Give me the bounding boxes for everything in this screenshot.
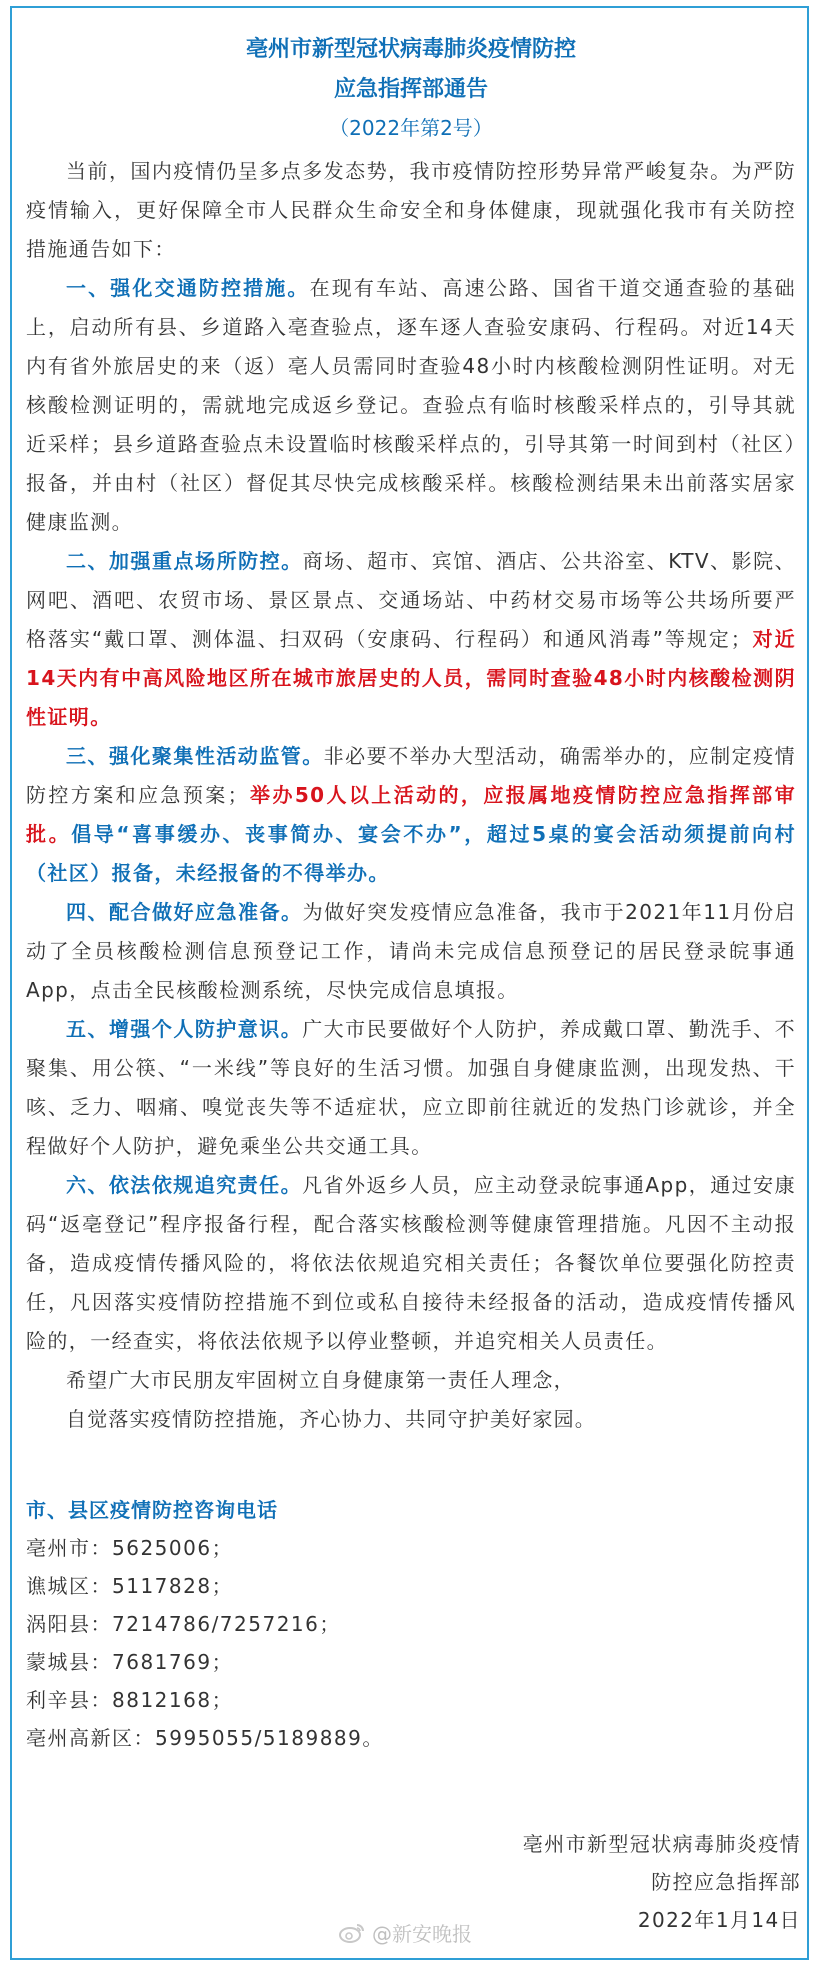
section-4-text: 为做好突发疫情应急准备，我市于2021年11月份启动了全员核酸检测信息预登记工作，请尚未完成信息预登记的居民登录皖事通App，点击全民核酸检测系统，尽快完成信息填报。: [26, 900, 796, 1002]
contact-bozhou: 亳州市：5625006；: [26, 1536, 234, 1560]
signature-date: 2022年1月14日: [637, 1908, 801, 1932]
section-3-text: 非必要不举办大型活动，确需举办的，应制定疫情防控方案和应急预案；: [26, 744, 796, 807]
closing-line-2: 自觉落实疫情防控措施，齐心协力、共同守护美好家园。: [66, 1407, 596, 1431]
weibo-icon: [338, 1922, 366, 1944]
section-2-heading: 二、加强重点场所防控。: [66, 549, 303, 573]
signature-line2: 防控应急指挥部: [651, 1870, 801, 1894]
notice-title-line2: 应急指挥部通告: [333, 77, 488, 102]
section-5-text: 广大市民要做好个人防护，养成戴口罩、勤洗手、不聚集、用公筷、“一米线”等良好的生活习惯。加强自身健康监测，出现发热、干咳、乏力、咽痛、嗅觉丧失等不适症状，应立即前往就近的发热门诊就诊，并全程做好个人防护，避免乘坐公共交通工具。: [26, 1017, 796, 1158]
section-3: [26, 737, 796, 893]
section-1: [26, 269, 796, 542]
intro-paragraph: 当前，国内疫情仍呈多点多发态势，我市疫情防控形势异常严峻复杂。为严防疫情输入，更好保障全市人民群众生命安全和身体健康，现就强化我市有关防控措施通告如下：: [26, 159, 796, 261]
contact-high-tech-zone: 亳州高新区：5995055/5189889。: [26, 1726, 384, 1750]
contact-qiaocheng: 谯城区：5117828；: [26, 1574, 234, 1598]
watermark-text: @新安晚报: [372, 1922, 472, 1946]
document-number: （2022年第2号）: [329, 116, 493, 140]
section-3-highlight2: 倡导“喜事缓办、丧事简办、宴会不办”，超过5桌的宴会活动须提前向村（社区）报备，未经报备的不得举办。: [26, 822, 796, 885]
section-6-text: 凡省外返乡人员，应主动登录皖事通App，通过安康码“返亳登记”程序报备行程，配合落实核酸检测等健康管理措施。凡因不主动报备，造成疫情传播风险的，将依法依规追究相关责任；各餐饮单位要强化防控责任，凡因落实疫情防控措施不到位或私自接待未经报备的活动，造成疫情传播风险的，一经查实，将依法依规予以停业整顿，并追究相关人员责任。: [26, 1173, 796, 1353]
section-6: [26, 1166, 796, 1361]
contact-guoyang: 涡阳县：7214786/7257216；: [26, 1612, 341, 1636]
section-5-heading: 五、增强个人防护意识。: [66, 1017, 303, 1041]
section-3-highlight: 举办50人以上活动的，应报属地疫情防控应急指挥部审批。: [26, 783, 796, 846]
section-4: [26, 893, 796, 1010]
signature-line1: 亳州市新型冠状病毒肺炎疫情: [522, 1832, 801, 1856]
section-6-heading: 六、依法依规追究责任。: [66, 1173, 303, 1197]
contact-mengcheng: 蒙城县：7681769；: [26, 1650, 234, 1674]
contact-list: [26, 1491, 796, 1757]
contact-lixin: 利辛县：8812168；: [26, 1688, 234, 1712]
section-3-heading: 三、强化聚集性活动监管。: [66, 744, 324, 768]
signature-block: [523, 1825, 801, 1939]
notice-content: [26, 30, 796, 1757]
section-5: [26, 1010, 796, 1166]
notice-title-line1: 亳州市新型冠状病毒肺炎疫情防控: [245, 37, 576, 62]
section-2: [26, 542, 796, 737]
section-1-text: 在现有车站、高速公路、国省干道交通查验的基础上，启动所有县、乡道路入亳查验点，逐车逐人查验安康码、行程码。对近14天内有省外旅居史的来（返）亳人员需同时查验48小时内核酸检测阴性证明。对无核酸检测证明的，需就地完成返乡登记。查验点有临时核酸采样点的，引导其就近采样；县乡道路查验点未设置临时核酸采样点的，引导其第一时间到村（社区）报备，并由村（社区）督促其尽快完成核酸采样。核酸检测结果未出前落实居家健康监测。: [26, 276, 796, 534]
section-2-highlight: 对近14天内有中高风险地区所在城市旅居史的人员，需同时查验48小时内核酸检测阴性证明。: [26, 627, 796, 729]
section-2-text: 商场、超市、宾馆、酒店、公共浴室、KTV、影院、网吧、酒吧、农贸市场、景区景点、交通场站、中药材交易市场等公共场所要严格落实“戴口罩、测体温、扫双码（安康码、行程码）和通风消毒”等规定；: [26, 549, 797, 651]
section-4-heading: 四、配合做好应急准备。: [66, 900, 303, 924]
contact-title: 市、县区疫情防控咨询电话: [26, 1498, 278, 1522]
watermark: [338, 1918, 472, 1947]
closing-line-1: 希望广大市民朋友牢固树立自身健康第一责任人理念，: [66, 1368, 575, 1392]
section-1-heading: 一、强化交通防控措施。: [66, 276, 310, 300]
